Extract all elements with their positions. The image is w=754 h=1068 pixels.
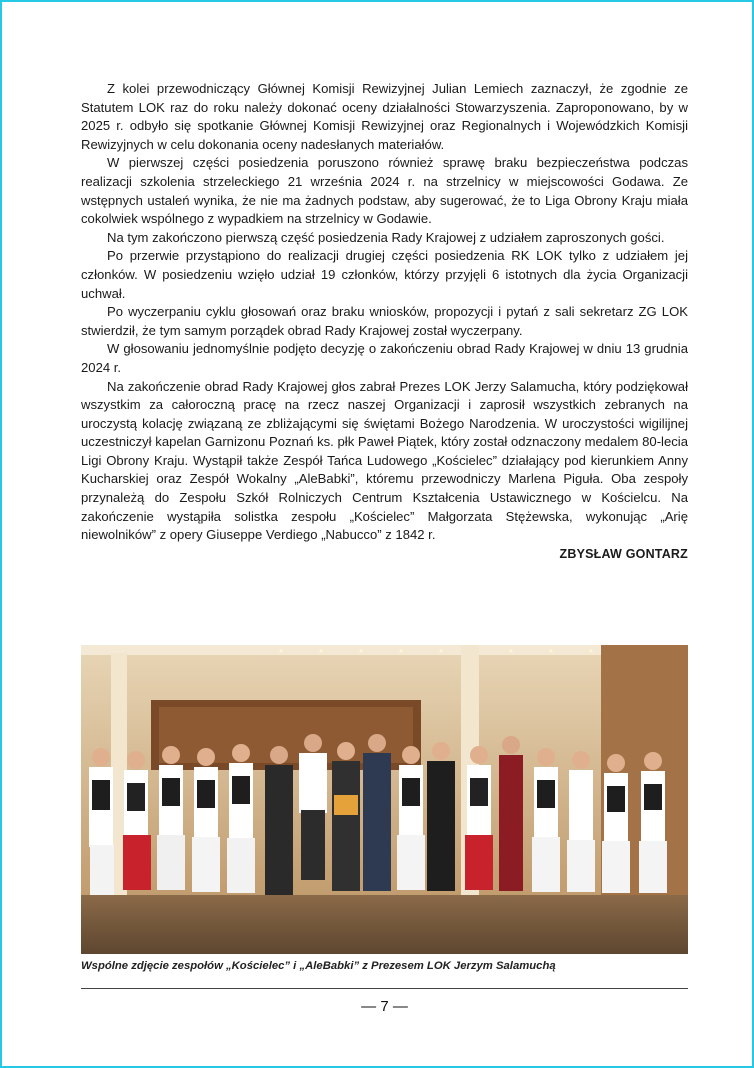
footer-divider [81, 988, 688, 989]
author-signature: ZBYSŁAW GONTARZ [559, 546, 688, 561]
group-photo-illustration [81, 645, 688, 954]
paragraph: Na tym zakończono pierwszą część posiedzenia Rady Krajowej z udziałem zaproszonych gości. [107, 229, 665, 245]
group-photo [81, 645, 688, 954]
paragraph: W pierwszej części posiedzenia poruszono również sprawę braku bezpieczeństwa podczas realizacji szkolenia strzeleckiego 21 września 2024 r. na strzelnicy w miejscowości Godawa. Ze wstępnych ustaleń wynika, że nie ma żadnych podstaw, aby sugerować, że to Liga Obrony Kraju miała cokolwiek wspólnego z wypadkiem na strzelnicy w Godawie. [81, 155, 688, 227]
paragraph: Po przerwie przystąpiono do realizacji drugiej części posiedzenia RK LOK tylko z udziałem jej członków. W posiedzeniu wzięło udział 19 członków, którzy przyjęli 6 istotnych dla życia Organizacji uchwał. [81, 248, 688, 301]
paragraph: W głosowaniu jednomyślnie podjęto decyzję o zakończeniu obrad Rady Krajowej w dniu 13 grudnia 2024 r. [81, 341, 688, 375]
page-number: — 7 — [361, 998, 408, 1015]
paragraph: Po wyczerpaniu cyklu głosowań oraz braku wniosków, propozycji i pytań z sali sekretarz ZG LOK stwierdził, że tym samym porządek obrad Rady Krajowej został wyczerpany. [81, 304, 688, 338]
paragraph: Na zakończenie obrad Rady Krajowej głos zabrał Prezes LOK Jerzy Salamucha, który podziękował wszystkim za całoroczną pracę na rzecz naszej Organizacji i zaprosił wszystkich zebranych na uroczystą kolację związaną ze zbliżającymi się świętami Bożego Narodzenia. W uroczystości wigilijnej uczestniczył kapelan Garnizonu Poznań ks. płk Paweł Piątek, który został odznaczony medalem 80-lecia Ligi Obrony Kraju. Wystąpił także Zespół Tańca Ludowego „Kościelec” działający pod kierunkiem Anny Kucharskiej oraz Zespół Wokalny „AleBabki”, któremu przewodniczy Marlena Piguła. Oba zespoły przynależą do Zespołu Szkół Rolniczych Centrum Kształcenia Ustawicznego w Kościelcu. Na zakończenie wystąpiła solistka zespołu „Kościelec” Małgorzata Stężewska, wykonując „Arię niewolników” z opery Giuseppe Verdiego „Nabucco” z 1842 r. [81, 378, 688, 543]
paragraph: Z kolei przewodniczący Głównej Komisji Rewizyjnej Julian Lemiech zaznaczył, że zgodnie ze Statutem LOK raz do roku należy dokonać oceny działalności Stowarzyszenia. Zaproponowano, by w 2025 r. odbyło się spotkanie Głównej Komisji Rewizyjnej oraz Regionalnych i Wojewódzkich Komisji Rewizyjnych w celu dokonania oceny nadesłanych materiałów. [81, 81, 688, 152]
article-body [81, 80, 688, 563]
photo-caption: Wspólne zdjęcie zespołów „Kościelec” i „AleBabki” z Prezesem LOK Jerzym Salamuchą [81, 960, 556, 972]
